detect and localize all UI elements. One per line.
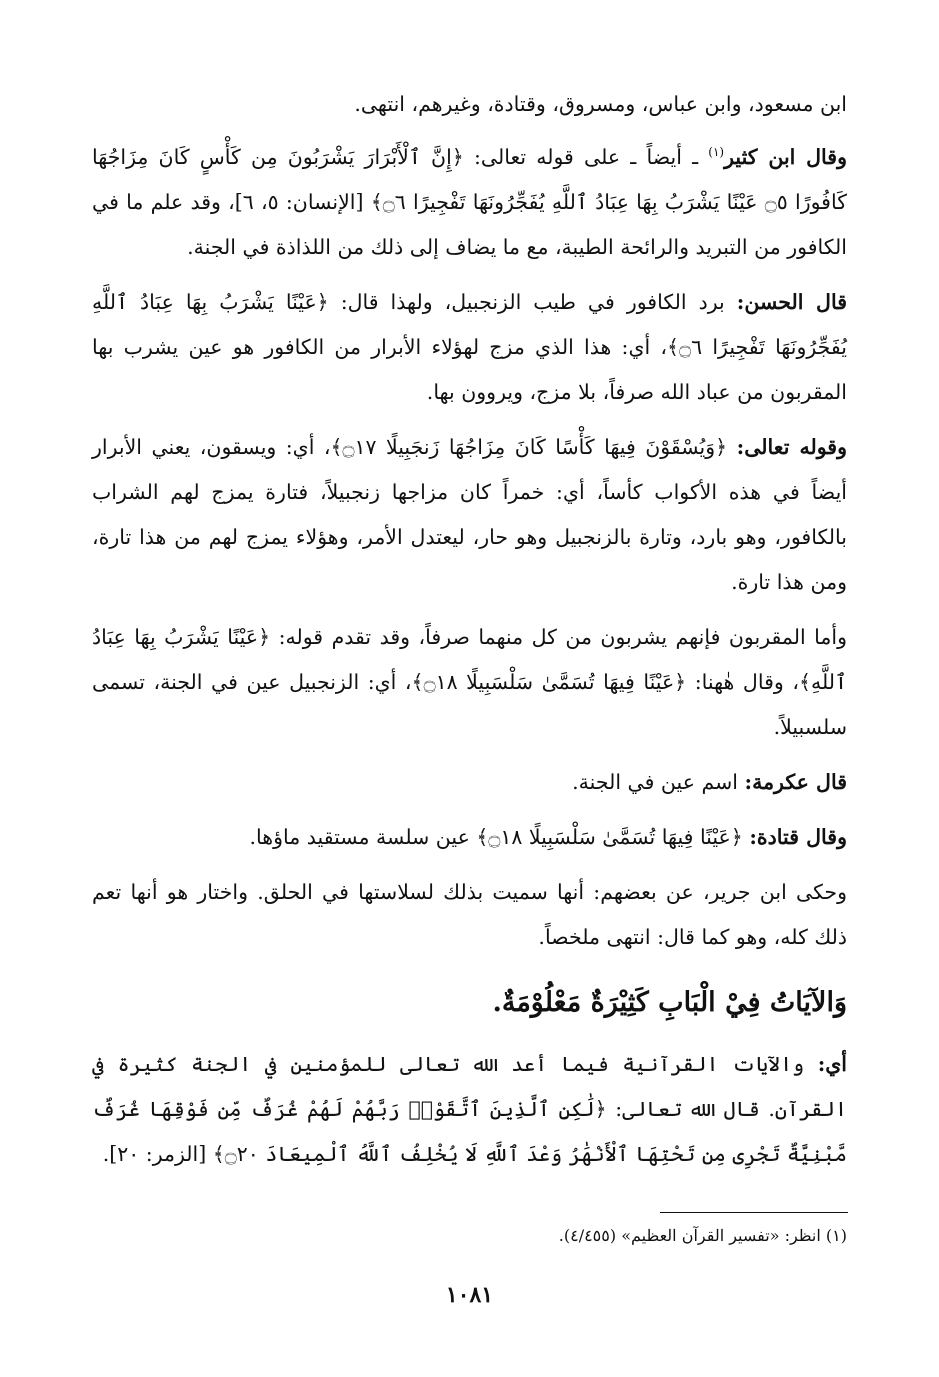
closing-lead: أي: [817, 1052, 847, 1076]
paragraph-8-body: وحكى ابن جرير، عن بعضهم: أنها سميت بذلك لسلاستها في الحلق. واختار هو أنها تعم ذلك كله، وهو كما قال: انتهى ملخصاً. [92, 880, 847, 949]
paragraph-5 [92, 615, 847, 750]
paragraph-6 [92, 760, 847, 805]
paragraph-6-body: اسم عين في الجنة. [572, 770, 738, 794]
closing-body: والآيات القرآنية فيما أعد الله تعالى للمؤمنين في الجنة كثيرة في القرآن. قال الله تعالى: ﴿لَٰكِنِ ٱلَّذِينَ ٱتَّقَوْا۟ رَبَّهُمْ لَهُمْ غُرَفٌ مِّن فَوْقِهَا غُرَفٌ مَّبْنِيَّةٌ تَجْرِى مِن تَحْتِهَا ٱلْأَنْهَٰرُ وَعْدَ ٱللَّهِ لَا يُخْلِفُ ٱللَّهُ ٱلْمِيعَادَ ۝٢٠﴾ [الزمر: ٢٠]. [92, 1052, 847, 1166]
paragraph-7-lead: وقال قتادة: [749, 825, 847, 849]
paragraph-4-body: ﴿وَيُسْقَوْنَ فِيهَا كَأْسًا كَانَ مِزَاجُهَا زَنجَبِيلًا ۝١٧﴾، أي: ويسقون، يعني الأبرار أيضاً في هذه الأكواب كأساً، أي: خمراً كان مزاجها زنجبيلاً، فتارة يمزج لهم الشراب بالكافور، وهو بارد، وتارة بالزنجبيل وهو حار، ليعتدل الأمر، وهؤلاء يمزج لهم من هذا تارة، ومن هذا تارة. [92, 435, 847, 594]
paragraph-2-body: ـ أيضاً ـ على قوله تعالى: ﴿إِنَّ ٱلْأَبْرَارَ يَشْرَبُونَ مِن كَأْسٍ كَانَ مِزَاجُهَا كَافُورًا ۝٥ عَيْنًا يَشْرَبُ بِهَا عِبَادُ ٱللَّهِ يُفَجِّرُونَهَا تَفْجِيرًا ۝٦﴾ [الإنسان: ٥، ٦]، وقد علم ما في الكافور من التبريد والرائحة الطيبة، مع ما يضاف إلى ذلك من اللذاذة في الجنة. [92, 145, 847, 259]
paragraph-3 [92, 280, 847, 415]
paragraph-4-lead: وقوله تعالى: [736, 435, 848, 459]
closing-paragraph [92, 1042, 847, 1177]
page-number: ١٠٨١ [445, 1282, 494, 1308]
paragraph-1 [92, 82, 847, 127]
paragraph-4 [92, 425, 847, 605]
paragraph-3-body: برد الكافور في طيب الزنجبيل، ولهذا قال: ﴿عَيْنًا يَشْرَبُ بِهَا عِبَادُ ٱللَّهِ يُفَجِّرُونَهَا تَفْجِيرًا ۝٦﴾، أي: هذا الذي مزج لهؤلاء الأبرار من الكافور هو عين يشرب بها المقربون من عباد الله صرفاً، بلا مزج، ويروون بها. [92, 290, 847, 404]
section-heading: وَالآيَاتُ فِيْ الْبَابِ كَثِيْرَةٌ مَعْلُوْمَةٌ. [492, 987, 847, 1018]
paragraph-5-body: وأما المقربون فإنهم يشربون من كل منهما صرفاً، وقد تقدم قوله: ﴿عَيْنًا يَشْرَبُ بِهَا عِبَادُ ٱللَّهِ﴾، وقال هٰهنا: ﴿عَيْنًا فِيهَا تُسَمَّىٰ سَلْسَبِيلًا ۝١٨﴾، أي: الزنجبيل عين في الجنة، تسمى سلسبيلاً. [92, 625, 847, 739]
footnote-divider [660, 1212, 848, 1213]
paragraph-7-body: ﴿عَيْنًا فِيهَا تُسَمَّىٰ سَلْسَبِيلًا ۝١٨﴾ عين سلسة مستقيد ماؤها. [249, 825, 743, 849]
paragraph-6-lead: قال عكرمة: [744, 770, 847, 794]
paragraph-7 [92, 815, 847, 860]
paragraph-3-lead: قال الحسن: [736, 290, 847, 314]
footnote-marker: (١) [708, 145, 725, 160]
footnote: (١) انظر: «تفسير القرآن العظيم» (٤/٤٥٥). [558, 1226, 847, 1245]
paragraph-8 [92, 870, 847, 960]
paragraph-1-body: ابن مسعود، وابن عباس، ومسروق، وقتادة، وغيرهم، انتهى. [354, 92, 847, 116]
paragraph-2-lead: وقال ابن كثير [724, 145, 847, 169]
paragraph-2 [92, 135, 847, 270]
